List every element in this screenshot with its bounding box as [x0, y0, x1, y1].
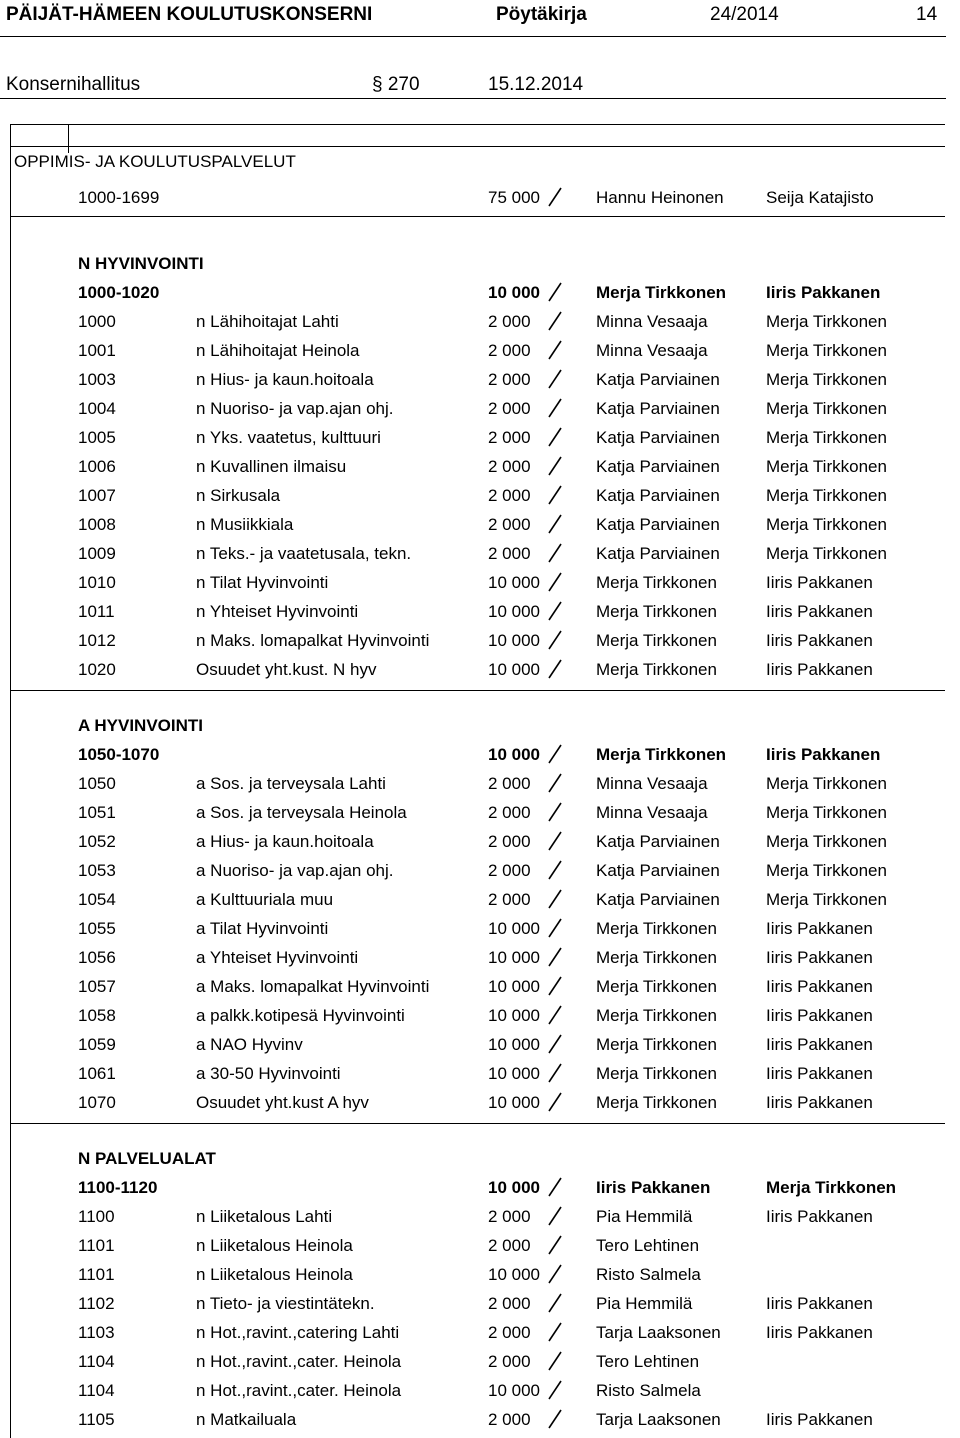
table-row: [0, 740, 960, 769]
table-row: [0, 972, 960, 1001]
row-amount: 2 000: [488, 1323, 531, 1342]
row-code: 1052: [78, 832, 116, 851]
row-code: 1101: [78, 1236, 115, 1255]
row-responsible: Risto Salmela: [596, 1381, 701, 1400]
table-row: [0, 183, 960, 212]
row-deputy: Iiris Pakkanen: [766, 1294, 873, 1313]
row-deputy: Iiris Pakkanen: [766, 977, 873, 996]
row-deputy: Iiris Pakkanen: [766, 1035, 873, 1054]
table-row: [0, 568, 960, 597]
row-name: Osuudet yht.kust. N hyv: [196, 660, 377, 679]
row-deputy: Iiris Pakkanen: [766, 1410, 873, 1429]
row-code: 1102: [78, 1294, 115, 1313]
row-amount: 2 000: [488, 1294, 531, 1313]
row-code: 1000-1699: [78, 188, 160, 207]
euro-sign-icon: [548, 976, 562, 996]
row-name: a Yhteiset Hyvinvointi: [196, 948, 359, 967]
table-row: [0, 307, 960, 336]
row-code: 1007: [78, 486, 116, 505]
row-name: n Hot.,ravint.,cater. Heinola: [196, 1352, 402, 1371]
row-deputy: Merja Tirkkonen: [766, 341, 887, 360]
row-code: 1056: [78, 948, 116, 967]
table-row: [0, 769, 960, 798]
euro-sign-icon: [548, 802, 562, 822]
row-responsible: Katja Parviainen: [596, 486, 720, 505]
euro-sign-icon: [548, 831, 562, 851]
row-code: 1003: [78, 370, 116, 389]
row-name: n Teks.- ja vaatetusala, tekn.: [196, 544, 412, 563]
row-name: a Maks. lomapalkat Hyvinvointi: [196, 977, 430, 996]
row-code: 1009: [78, 544, 116, 563]
header-rule: [0, 36, 946, 37]
row-amount: 2 000: [488, 428, 531, 447]
row-amount: 10 000: [488, 573, 540, 592]
row-code: 1100-1120: [78, 1178, 158, 1197]
row-code: 1053: [78, 861, 116, 880]
row-responsible: Hannu Heinonen: [596, 188, 724, 207]
table-rule: [10, 690, 945, 691]
row-amount: 2 000: [488, 774, 531, 793]
table-frame-top: [10, 124, 945, 125]
table-row: [0, 856, 960, 885]
euro-sign-icon: [548, 1034, 562, 1054]
table-row: [0, 914, 960, 943]
euro-sign-icon: [548, 543, 562, 563]
table-rule: [10, 216, 945, 217]
doc-type: Pöytäkirja: [496, 4, 587, 25]
row-name: n Liiketalous Lahti: [196, 1207, 333, 1226]
row-responsible: Merja Tirkkonen: [596, 745, 727, 764]
row-name: n Musiikkiala: [196, 515, 294, 534]
euro-sign-icon: [548, 1092, 562, 1112]
row-code: 1103: [78, 1323, 115, 1342]
euro-sign-icon: [548, 427, 562, 447]
row-code: 1000-1020: [78, 283, 160, 302]
table-row: [0, 510, 960, 539]
row-name: a Nuoriso- ja vap.ajan ohj.: [196, 861, 394, 880]
euro-sign-icon: [548, 187, 562, 207]
table-row: [0, 626, 960, 655]
table-row: [0, 943, 960, 972]
table-row: [0, 1405, 960, 1434]
table-row: [0, 1347, 960, 1376]
row-deputy: Merja Tirkkonen: [766, 544, 887, 563]
row-amount: 2 000: [488, 370, 531, 389]
row-responsible: Katja Parviainen: [596, 399, 720, 418]
row-amount: 2 000: [488, 486, 531, 505]
row-name: n Maks. lomapalkat Hyvinvointi: [196, 631, 430, 650]
row-code: 1059: [78, 1035, 116, 1054]
row-code: 1105: [78, 1410, 115, 1429]
table-row: [0, 798, 960, 827]
table-row: [0, 394, 960, 423]
header-rule-2: [0, 98, 946, 99]
row-code: 1006: [78, 457, 116, 476]
euro-sign-icon: [548, 1177, 562, 1197]
row-deputy: Merja Tirkkonen: [766, 399, 887, 418]
euro-sign-icon: [548, 1409, 562, 1429]
table-row: [0, 597, 960, 626]
row-responsible: Merja Tirkkonen: [596, 948, 717, 967]
row-name: n Tilat Hyvinvointi: [196, 573, 329, 592]
row-deputy: Merja Tirkkonen: [766, 428, 887, 447]
row-amount: 2 000: [488, 1410, 531, 1429]
row-name: n Lähihoitajat Heinola: [196, 341, 360, 360]
section-number: 270: [387, 74, 420, 95]
table-row: [0, 481, 960, 510]
row-amount: 10 000: [488, 1006, 540, 1025]
euro-sign-icon: [548, 1206, 562, 1226]
row-deputy: Iiris Pakkanen: [766, 745, 881, 764]
row-name: a Kulttuuriala muu: [196, 890, 334, 909]
row-amount: 10 000: [488, 977, 540, 996]
table-row: [0, 1318, 960, 1347]
section-title: N HYVINVOINTI: [78, 254, 204, 273]
row-amount: 2 000: [488, 803, 531, 822]
row-name: n Hius- ja kaun.hoitoala: [196, 370, 374, 389]
euro-sign-icon: [548, 485, 562, 505]
row-deputy: Merja Tirkkonen: [766, 1178, 897, 1197]
row-responsible: Katja Parviainen: [596, 890, 720, 909]
row-deputy: Merja Tirkkonen: [766, 774, 887, 793]
row-responsible: Pia Hemmilä: [596, 1207, 693, 1226]
row-amount: 10 000: [488, 1381, 540, 1400]
row-amount: 10 000: [488, 602, 540, 621]
row-amount: 10 000: [488, 660, 540, 679]
row-amount: 2 000: [488, 312, 531, 331]
page-number: 14: [916, 4, 938, 25]
row-amount: 10 000: [488, 1035, 540, 1054]
table-row: [0, 655, 960, 684]
row-amount: 2 000: [488, 399, 531, 418]
row-name: a palkk.kotipesä Hyvinvointi: [196, 1006, 405, 1025]
section-mark: § 270: [372, 74, 420, 95]
row-responsible: Katja Parviainen: [596, 515, 720, 534]
row-code: 1055: [78, 919, 116, 938]
row-code: 1010: [78, 573, 116, 592]
row-deputy: Merja Tirkkonen: [766, 457, 887, 476]
euro-sign-icon: [548, 889, 562, 909]
row-amount: 10 000: [488, 631, 540, 650]
euro-sign-icon: [548, 744, 562, 764]
row-responsible: Tarja Laaksonen: [596, 1410, 721, 1429]
table-row: [0, 1231, 960, 1260]
euro-sign-icon: [548, 340, 562, 360]
table-row: [0, 423, 960, 452]
row-deputy: Merja Tirkkonen: [766, 370, 887, 389]
row-responsible: Katja Parviainen: [596, 544, 720, 563]
row-responsible: Katja Parviainen: [596, 832, 720, 851]
row-name: n Liiketalous Heinola: [196, 1236, 353, 1255]
euro-sign-icon: [548, 398, 562, 418]
row-code: 1057: [78, 977, 116, 996]
row-name: n Hot.,ravint.,catering Lahti: [196, 1323, 400, 1342]
euro-sign-icon: [548, 601, 562, 621]
euro-sign-icon: [548, 1380, 562, 1400]
row-code: 1008: [78, 515, 116, 534]
table-row: [0, 336, 960, 365]
row-responsible: Iiris Pakkanen: [596, 1178, 711, 1197]
row-responsible: Katja Parviainen: [596, 370, 720, 389]
euro-sign-icon: [548, 1264, 562, 1284]
row-amount: 10 000: [488, 1064, 540, 1083]
euro-sign-icon: [548, 947, 562, 967]
euro-sign-icon: [548, 1322, 562, 1342]
row-deputy: Merja Tirkkonen: [766, 861, 887, 880]
table-row: [0, 885, 960, 914]
row-name: n Sirkusala: [196, 486, 281, 505]
row-deputy: Merja Tirkkonen: [766, 803, 887, 822]
table-row: [0, 452, 960, 481]
row-deputy: Iiris Pakkanen: [766, 1093, 873, 1112]
row-responsible: Merja Tirkkonen: [596, 1064, 717, 1083]
row-responsible: Merja Tirkkonen: [596, 919, 717, 938]
row-code: 1070: [78, 1093, 116, 1112]
euro-sign-icon: [548, 456, 562, 476]
row-responsible: Pia Hemmilä: [596, 1294, 693, 1313]
row-amount: 2 000: [488, 890, 531, 909]
euro-sign-icon: [548, 659, 562, 679]
euro-sign-icon: [548, 1351, 562, 1371]
row-deputy: Iiris Pakkanen: [766, 1064, 873, 1083]
row-code: 1058: [78, 1006, 116, 1025]
table-row: [0, 365, 960, 394]
row-deputy: Iiris Pakkanen: [766, 919, 873, 938]
row-code: 1011: [78, 602, 115, 621]
table-row: [0, 539, 960, 568]
row-responsible: Merja Tirkkonen: [596, 573, 717, 592]
row-deputy: Seija Katajisto: [766, 188, 874, 207]
row-responsible: Merja Tirkkonen: [596, 660, 717, 679]
euro-sign-icon: [548, 311, 562, 331]
euro-sign-icon: [548, 1293, 562, 1313]
row-name: n Hot.,ravint.,cater. Heinola: [196, 1381, 402, 1400]
row-responsible: Tero Lehtinen: [596, 1352, 700, 1371]
meeting-date: 15.12.2014: [488, 74, 584, 95]
row-responsible: Katja Parviainen: [596, 428, 720, 447]
row-code: 1001: [78, 341, 116, 360]
row-deputy: Iiris Pakkanen: [766, 283, 881, 302]
row-code: 1000: [78, 312, 116, 331]
row-amount: 2 000: [488, 515, 531, 534]
row-responsible: Tarja Laaksonen: [596, 1323, 721, 1342]
row-name: n Yks. vaatetus, kulttuuri: [196, 428, 381, 447]
section-heading: [0, 249, 960, 278]
euro-sign-icon: [548, 369, 562, 389]
row-name: a Sos. ja terveysala Lahti: [196, 774, 386, 793]
main-heading-row: [0, 147, 960, 176]
row-responsible: Minna Vesaaja: [596, 312, 708, 331]
euro-sign-icon: [548, 1063, 562, 1083]
row-name: a Hius- ja kaun.hoitoala: [196, 832, 374, 851]
row-amount: 10 000: [488, 745, 540, 764]
row-amount: 2 000: [488, 832, 531, 851]
row-amount: 2 000: [488, 457, 531, 476]
row-code: 1104: [78, 1381, 115, 1400]
section-title: N PALVELUALAT: [78, 1149, 216, 1168]
row-deputy: Iiris Pakkanen: [766, 631, 873, 650]
row-deputy: Merja Tirkkonen: [766, 832, 887, 851]
row-amount: 2 000: [488, 341, 531, 360]
doc-number: 24/2014: [710, 4, 779, 25]
row-amount: 2 000: [488, 1236, 531, 1255]
row-responsible: Merja Tirkkonen: [596, 1093, 717, 1112]
row-name: a 30-50 Hyvinvointi: [196, 1064, 341, 1083]
row-responsible: Minna Vesaaja: [596, 341, 708, 360]
row-responsible: Minna Vesaaja: [596, 774, 708, 793]
row-amount: 10 000: [488, 1265, 540, 1284]
table-row: [0, 1173, 960, 1202]
body-name: Konsernihallitus: [6, 74, 141, 95]
table-row: [0, 827, 960, 856]
row-name: n Yhteiset Hyvinvointi: [196, 602, 359, 621]
row-deputy: Iiris Pakkanen: [766, 948, 873, 967]
row-amount: 10 000: [488, 283, 540, 302]
row-amount: 2 000: [488, 1352, 531, 1371]
row-amount: 10 000: [488, 1093, 540, 1112]
main-heading: OPPIMIS- JA KOULUTUSPALVELUT: [14, 152, 296, 171]
table-row: [0, 1202, 960, 1231]
row-name: Osuudet yht.kust A hyv: [196, 1093, 369, 1112]
row-name: n Matkailuala: [196, 1410, 297, 1429]
row-code: 1020: [78, 660, 116, 679]
table-row: [0, 278, 960, 307]
table-row: [0, 1376, 960, 1405]
table-row: [0, 1001, 960, 1030]
row-deputy: Iiris Pakkanen: [766, 1207, 873, 1226]
table-row: [0, 1289, 960, 1318]
row-amount: 2 000: [488, 861, 531, 880]
euro-sign-icon: [548, 1235, 562, 1255]
row-name: n Liiketalous Heinola: [196, 1265, 353, 1284]
row-deputy: Merja Tirkkonen: [766, 890, 887, 909]
euro-sign-icon: [548, 773, 562, 793]
row-code: 1051: [78, 803, 116, 822]
euro-sign-icon: [548, 514, 562, 534]
row-responsible: Katja Parviainen: [596, 457, 720, 476]
row-amount: 75 000: [488, 188, 540, 207]
row-name: n Nuoriso- ja vap.ajan ohj.: [196, 399, 394, 418]
row-code: 1100: [78, 1207, 115, 1226]
row-responsible: Risto Salmela: [596, 1265, 701, 1284]
row-code: 1061: [78, 1064, 116, 1083]
row-code: 1050: [78, 774, 116, 793]
row-deputy: Iiris Pakkanen: [766, 602, 873, 621]
row-responsible: Merja Tirkkonen: [596, 602, 717, 621]
org-name: PÄIJÄT-HÄMEEN KOULUTUSKONSERNI: [6, 4, 373, 25]
row-responsible: Merja Tirkkonen: [596, 1006, 717, 1025]
row-name: n Kuvallinen ilmaisu: [196, 457, 347, 476]
section-heading: [0, 1144, 960, 1173]
row-name: a Tilat Hyvinvointi: [196, 919, 329, 938]
section-heading: [0, 711, 960, 740]
row-code: 1054: [78, 890, 116, 909]
row-code: 1101: [78, 1265, 115, 1284]
section-title: A HYVINVOINTI: [78, 716, 203, 735]
row-responsible: Merja Tirkkonen: [596, 1035, 717, 1054]
row-responsible: Katja Parviainen: [596, 861, 720, 880]
table-row: [0, 1260, 960, 1289]
row-responsible: Tero Lehtinen: [596, 1236, 700, 1255]
row-name: a Sos. ja terveysala Heinola: [196, 803, 407, 822]
row-responsible: Merja Tirkkonen: [596, 977, 717, 996]
row-name: n Lähihoitajat Lahti: [196, 312, 339, 331]
row-deputy: Iiris Pakkanen: [766, 1006, 873, 1025]
euro-sign-icon: [548, 282, 562, 302]
euro-sign-icon: [548, 630, 562, 650]
row-code: 1004: [78, 399, 116, 418]
row-code: 1050-1070: [78, 745, 160, 764]
table-rule: [10, 1123, 945, 1124]
row-amount: 10 000: [488, 919, 540, 938]
row-deputy: Iiris Pakkanen: [766, 573, 873, 592]
row-amount: 2 000: [488, 544, 531, 563]
row-deputy: Merja Tirkkonen: [766, 515, 887, 534]
row-responsible: Merja Tirkkonen: [596, 283, 727, 302]
row-code: 1012: [78, 631, 116, 650]
row-deputy: Iiris Pakkanen: [766, 660, 873, 679]
row-name: n Tieto- ja viestintätekn.: [196, 1294, 375, 1313]
row-deputy: Merja Tirkkonen: [766, 486, 887, 505]
table-row: [0, 1059, 960, 1088]
table-row: [0, 1088, 960, 1117]
euro-sign-icon: [548, 918, 562, 938]
euro-sign-icon: [548, 1005, 562, 1025]
row-code: 1005: [78, 428, 116, 447]
row-amount: 2 000: [488, 1207, 531, 1226]
row-responsible: Merja Tirkkonen: [596, 631, 717, 650]
table-row: [0, 1030, 960, 1059]
euro-sign-icon: [548, 572, 562, 592]
row-amount: 10 000: [488, 1178, 540, 1197]
euro-sign-icon: [548, 860, 562, 880]
row-name: a NAO Hyvinv: [196, 1035, 303, 1054]
row-code: 1104: [78, 1352, 115, 1371]
row-deputy: Merja Tirkkonen: [766, 312, 887, 331]
row-responsible: Minna Vesaaja: [596, 803, 708, 822]
row-deputy: Iiris Pakkanen: [766, 1323, 873, 1342]
row-amount: 10 000: [488, 948, 540, 967]
